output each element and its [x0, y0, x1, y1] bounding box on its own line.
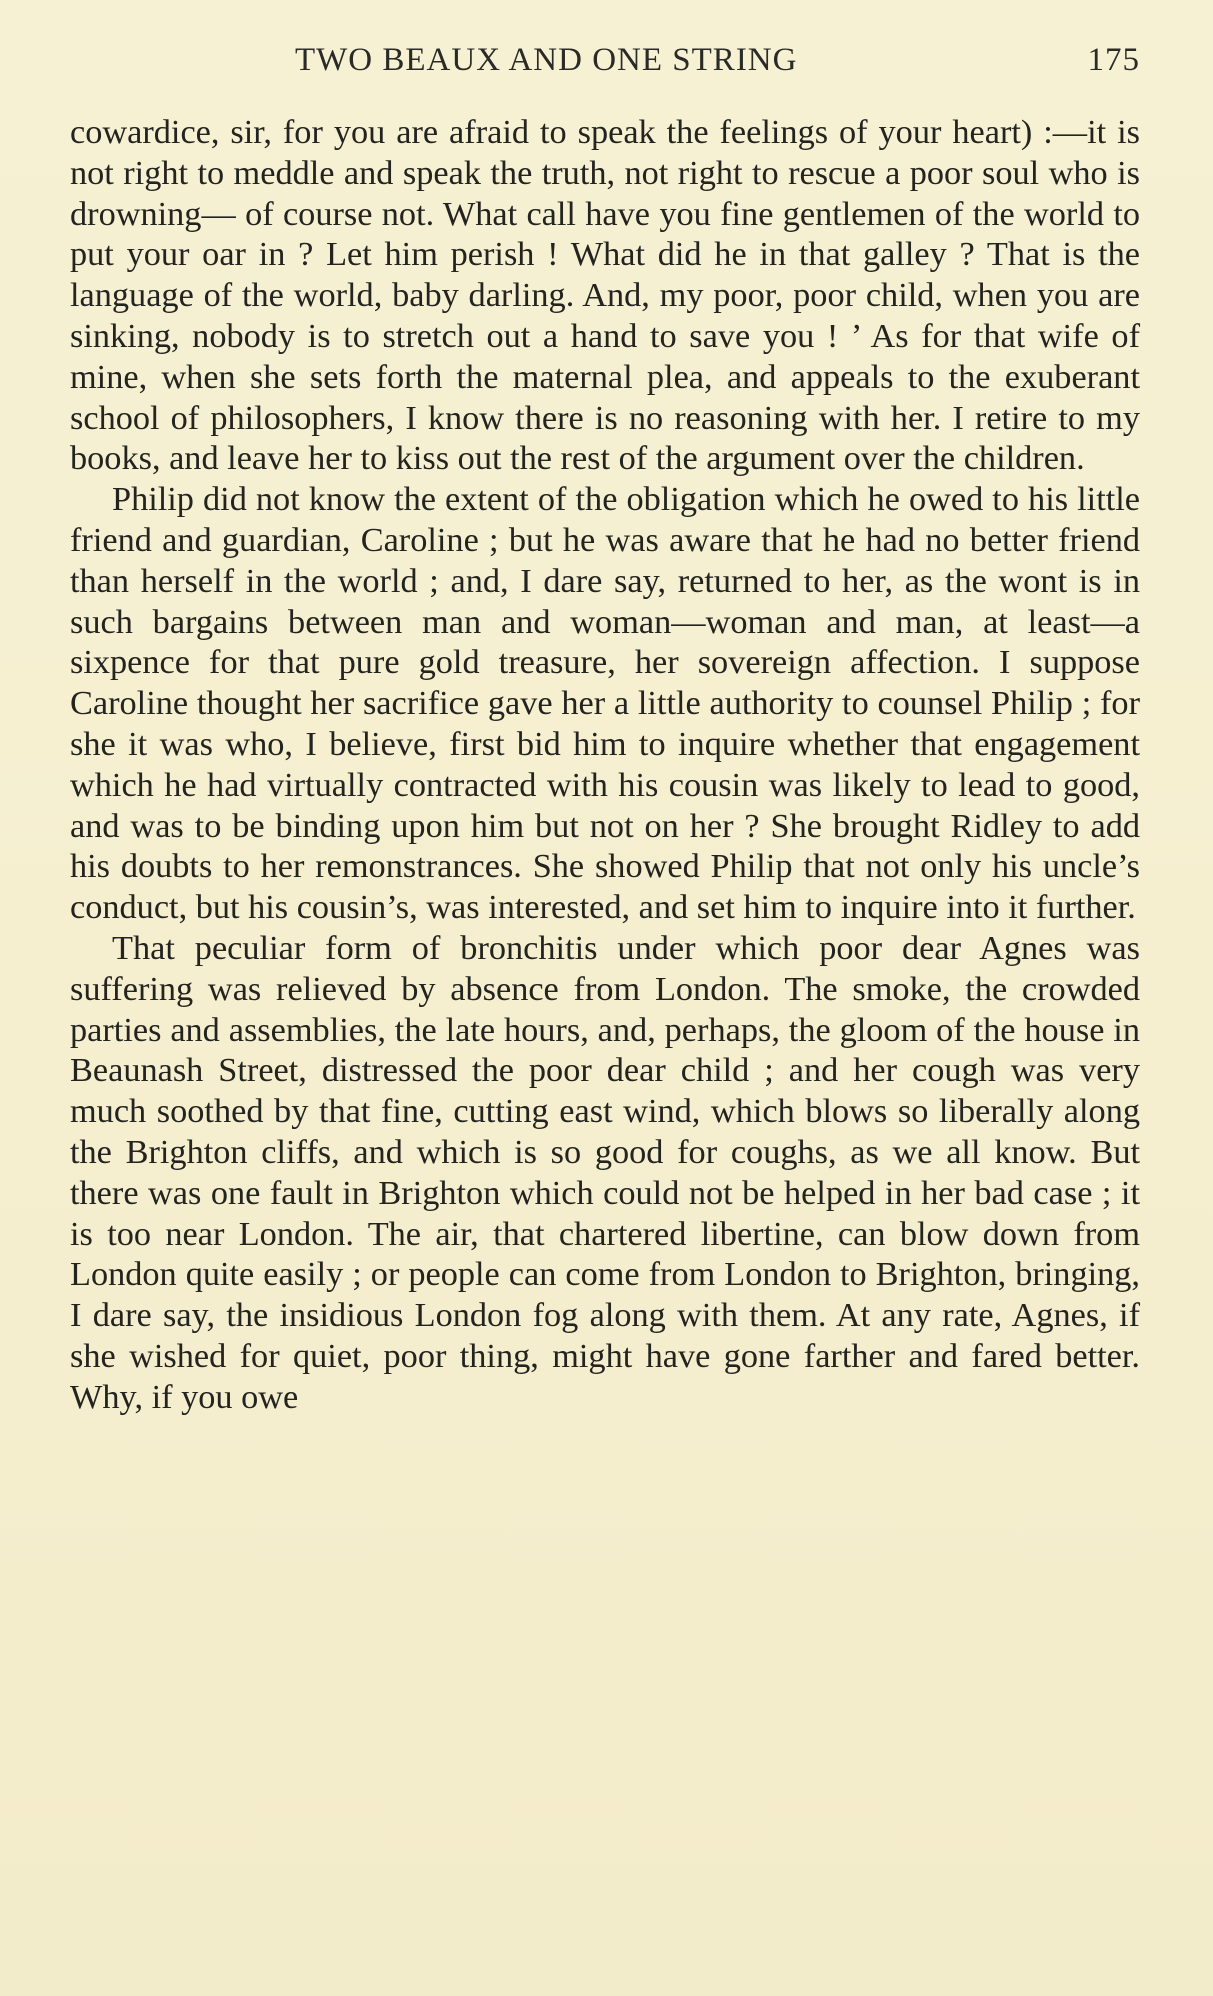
paragraph-continued: cowardice, sir, for you are afraid to speak the feelings of your heart) :—it is not right to meddle and speak the truth, not right to rescue a poor soul who is drowning— of course not. What call have you fine gentlemen of the world to put your oar in ? Let him perish ! What did he in that galley ? That is the language of the world, baby darling. And, my poor, poor child, when you are sinking, nobody is to stretch out a hand to save you ! ’ As for that wife of mine, when she sets forth the maternal plea, and appeals to the exuberant school of philosophers, I know there is no reasoning with her. I retire to my books, and leave her to kiss out the rest of the argument over the children.: [70, 113, 1140, 478]
running-head: TWO BEAUX AND ONE STRING: [295, 42, 798, 78]
paragraph: Philip did not know the extent of the obligation which he owed to his little friend and guardian, Caroline ; but he was aware that he had no better friend than herself in the world ; and, I dare say, returned to her, as the wont is in such bargains between man and woman—woman and man, at least—a sixpence for that pure gold treasure, her sovereign affection. I suppose Caroline thought her sacrifice gave her a little authority to counsel Philip ; for she it was who, I believe, first bid him to inquire whether that engagement which he had virtually contracted with his cousin was likely to lead to good, and was to be binding upon him but not on her ? She brought Ridley to add his doubts to her remonstrances. She showed Philip that not only his uncle’s conduct, but his cousin’s, was interested, and set him to inquire into it further.: [70, 480, 1140, 927]
page-number: 175: [1087, 42, 1140, 78]
paragraph: That peculiar form of bronchitis under which poor dear Agnes was suffering was relieved by absence from London. The smoke, the crowded parties and assemblies, the late hours, and, perhaps, the gloom of the house in Beaunash Street, distressed the poor dear child ; and her cough was very much soothed by that fine, cutting east wind, which blows so liberally along the Brighton cliffs, and which is so good for coughs, as we all know. But there was one fault in Brighton which could not be helped in her bad case ; it is too near London. The air, that chartered libertine, can blow down from London quite easily ; or people can come from London to Brighton, bringing, I dare say, the insidious London fog along with them. At any rate, Agnes, if she wished for quiet, poor thing, might have gone farther and fared better. Why, if you owe: [70, 928, 1140, 1416]
body-text: [70, 112, 1140, 1418]
page-header: [70, 42, 1140, 86]
